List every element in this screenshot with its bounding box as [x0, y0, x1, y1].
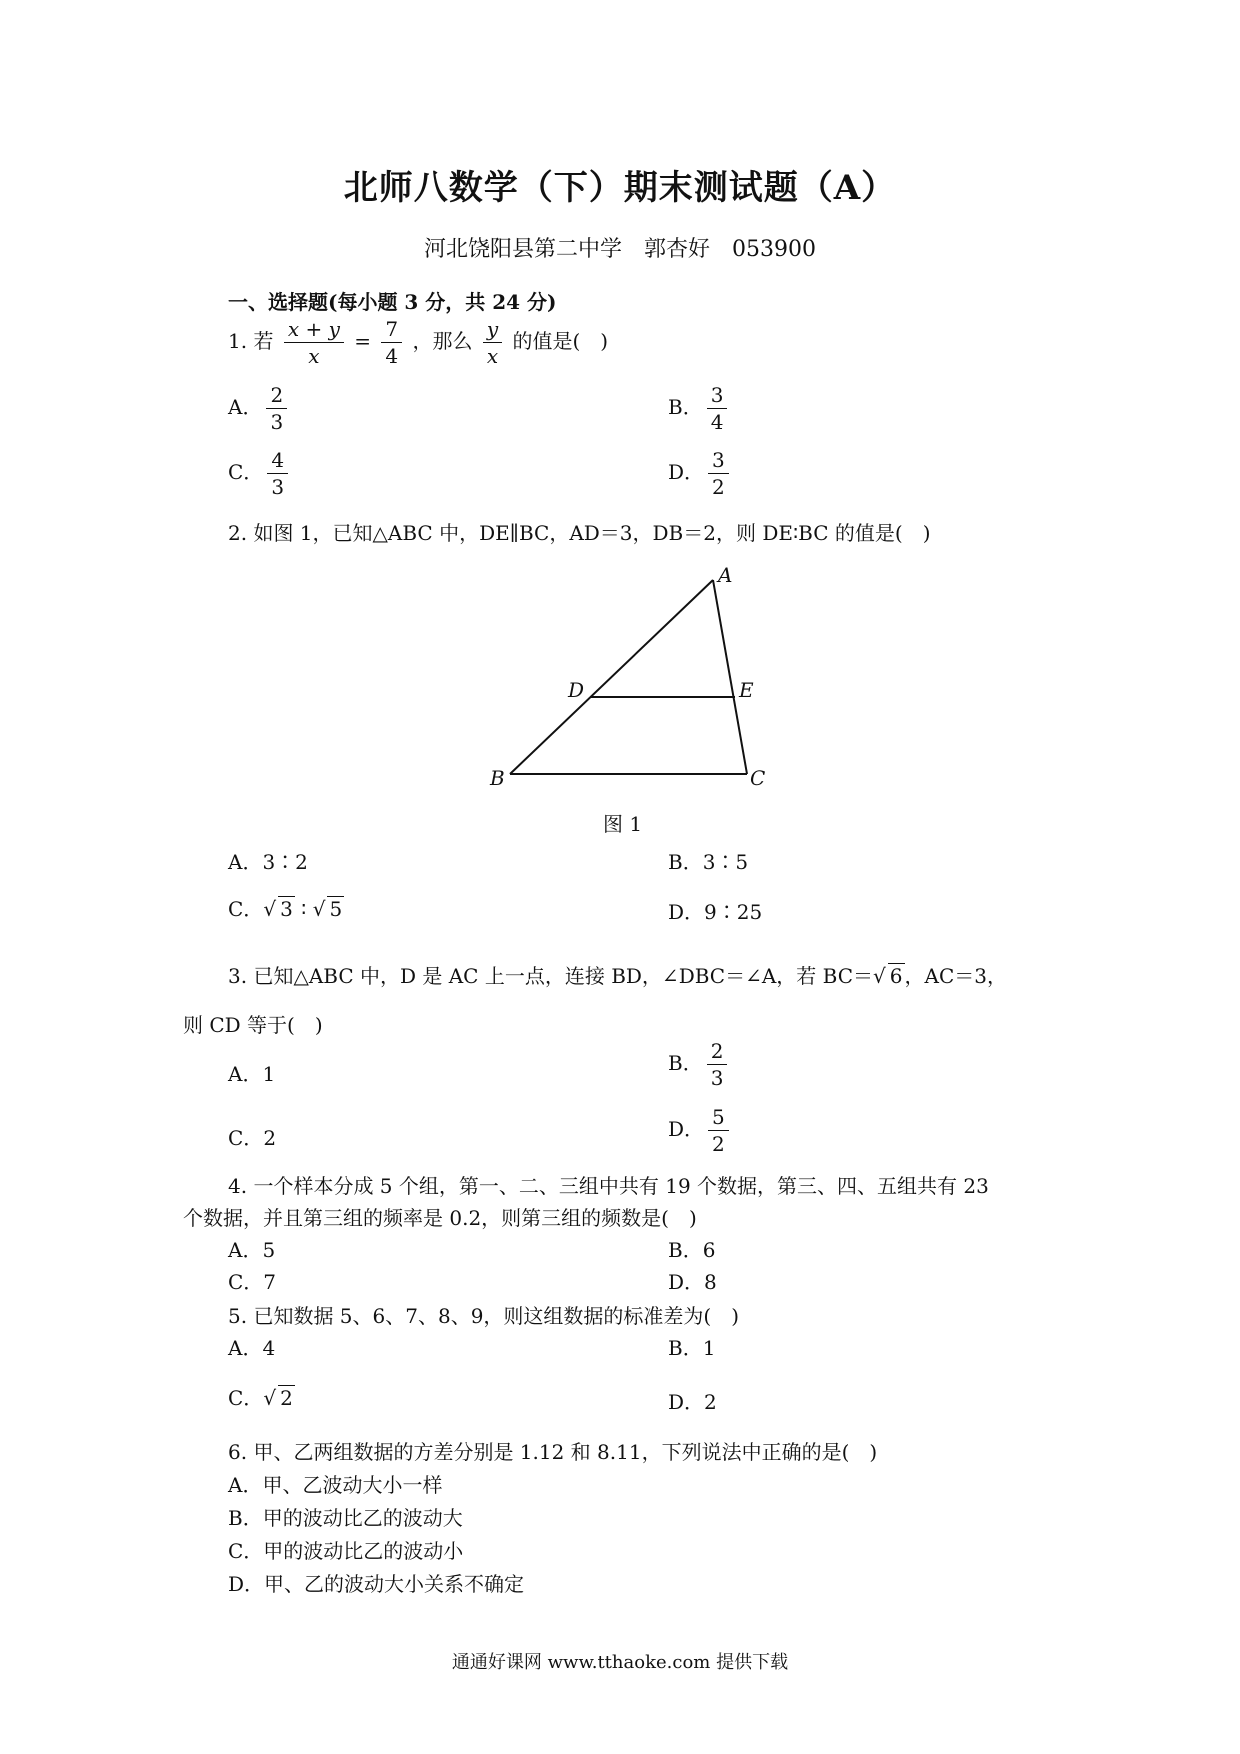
q5-option-a: A．4 [228, 1336, 276, 1360]
question-3-line-2: 则 CD 等于( ) [183, 1013, 323, 1037]
side-ab [510, 580, 713, 774]
fraction-y-over-x: $\frac{y}{x}$ [483, 318, 502, 367]
question-2: 2. 如图 1，已知△ABC 中，DE∥BC，AD＝3，DB＝2，则 DE∶BC 的值是( ) [228, 521, 931, 545]
q4-option-a: A．5 [228, 1238, 276, 1262]
question-4-line-2: 个数据，并且第三组的频率是 0.2，则第三组的频数是( ) [183, 1206, 697, 1230]
fraction-lhs: $\frac{x + y}{x}$ [284, 318, 344, 367]
q5-option-c: C．√ 2 [228, 1386, 293, 1410]
q3-option-d: D． $\frac{5}{2}$ [668, 1106, 733, 1155]
q2-option-d: D．9∶25 [668, 900, 763, 924]
page-title: 北师八数学（下）期末测试题（A） [343, 168, 897, 208]
q1-option-b: B． $\frac{3}{4}$ [668, 384, 731, 433]
point-a-label: A [718, 563, 733, 587]
author-line: 河北饶阳县第二中学 郭杏好 053900 [424, 237, 816, 262]
point-d-label: D [568, 678, 585, 702]
footer-credit: 通通好课网 www.tthaoke.com 提供下载 [451, 1652, 789, 1673]
q6-option-b: B．甲的波动比乙的波动大 [228, 1506, 463, 1530]
triangle-figure [480, 560, 780, 790]
fraction-rhs: $\frac{7}{4}$ [381, 318, 402, 367]
q3-option-b: B． $\frac{2}{3}$ [668, 1040, 731, 1089]
q5-option-b: B．1 [668, 1336, 716, 1360]
q1-option-d: D． $\frac{3}{2}$ [668, 449, 733, 498]
q3-option-a: A．1 [228, 1062, 276, 1086]
question-6: 6. 甲、乙两组数据的方差分别是 1.12 和 8.11，下列说法中正确的是( ) [228, 1440, 878, 1464]
point-e-label: E [739, 678, 754, 702]
q6-option-d: D．甲、乙的波动大小关系不确定 [228, 1572, 525, 1596]
q1-option-c: C． $\frac{4}{3}$ [228, 449, 292, 498]
figure-caption: 图 1 [603, 812, 643, 836]
question-1: 1. 若 $\frac{x + y}{x}$ = $\frac{7}{4}$ ，那么 $\frac{y}{x}$ 的值是( ) [228, 317, 609, 368]
q2-option-c: C．√ 3 ∶ √ 5 [228, 897, 343, 921]
question-3-line-1: 3. 已知△ABC 中，D 是 AC 上一点，连接 BD，∠DBC＝∠A，若 BC＝√ 6 ，AC＝3， [228, 964, 1007, 988]
q2-option-a: A．3∶2 [228, 850, 308, 874]
question-4-line-1: 4. 一个样本分成 5 个组，第一、二、三组中共有 19 个数据，第三、四、五组共有 23 [228, 1174, 989, 1198]
point-c-label: C [750, 766, 766, 790]
point-b-label: B [490, 766, 505, 790]
q6-option-a: A．甲、乙波动大小一样 [228, 1473, 443, 1497]
q4-option-b: B．6 [668, 1238, 716, 1262]
q3-option-c: C．2 [228, 1126, 277, 1150]
q5-option-d: D．2 [668, 1390, 717, 1414]
side-ac [713, 580, 747, 774]
q4-option-d: D．8 [668, 1270, 717, 1294]
q4-option-c: C．7 [228, 1270, 277, 1294]
question-5: 5. 已知数据 5、6、7、8、9，则这组数据的标准差为( ) [228, 1304, 740, 1328]
q6-option-c: C．甲的波动比乙的波动小 [228, 1539, 464, 1563]
section-heading: 一、选择题(每小题 3 分，共 24 分) [228, 290, 557, 314]
q1-option-a: A． $\frac{2}{3}$ [228, 384, 291, 433]
q2-option-b: B．3∶5 [668, 850, 749, 874]
